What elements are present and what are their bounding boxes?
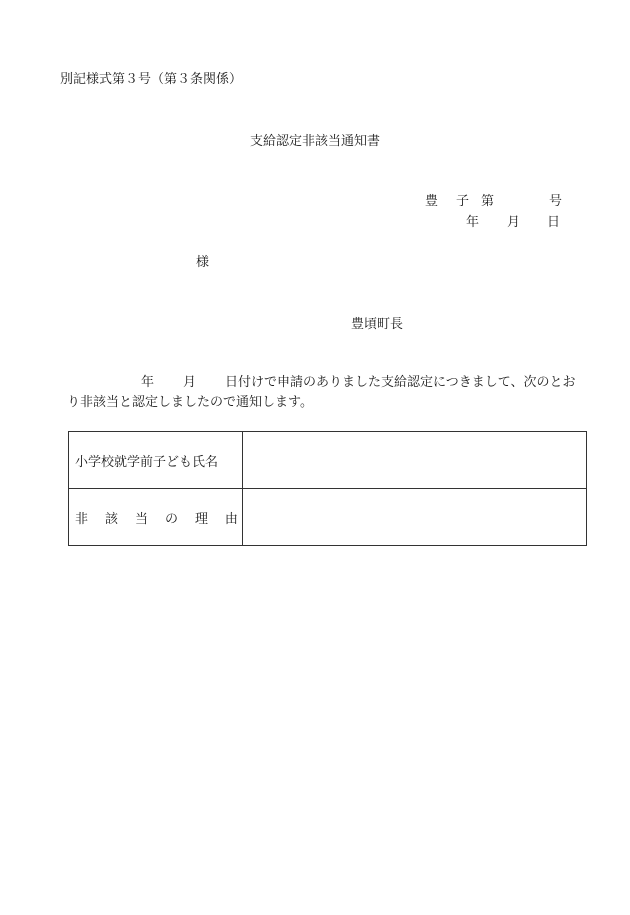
form-number-label: 別記様式第３号（第３条関係）	[60, 72, 243, 87]
reason-char: 該	[104, 511, 118, 527]
reason-field[interactable]	[243, 489, 587, 546]
child-name-label: 小学校就学前子ども氏名	[69, 432, 243, 489]
reference-org: 豊	[425, 194, 439, 209]
recipient-honorific: 様	[196, 255, 210, 270]
document-title: 支給認定非該当通知書	[249, 134, 380, 149]
reason-char: 由	[224, 511, 238, 527]
date-month: 月	[507, 215, 521, 230]
table-row	[69, 489, 587, 546]
reference-dai: 第	[481, 194, 495, 209]
reference-go: 号	[549, 194, 563, 209]
body-month: 月	[183, 375, 197, 390]
notice-body	[67, 373, 591, 413]
notice-details-table	[68, 431, 587, 546]
body-year: 年	[141, 375, 155, 390]
reason-char: 非	[75, 511, 89, 527]
reason-char: の	[164, 511, 178, 527]
reference-child: 子	[456, 194, 470, 209]
date-day: 日	[547, 215, 561, 230]
body-line1: 日付けで申請のありました支給認定につきまして、次のとお	[225, 375, 576, 390]
body-line2: り非該当と認定しましたので通知します。	[67, 395, 313, 410]
child-name-field[interactable]	[243, 432, 587, 489]
sender-name: 豊頃町長	[351, 317, 404, 332]
table-row	[69, 432, 587, 489]
date-year: 年	[466, 215, 480, 230]
reason-char: 当	[134, 511, 148, 527]
reason-char: 理	[194, 511, 208, 527]
reason-label	[69, 489, 243, 546]
